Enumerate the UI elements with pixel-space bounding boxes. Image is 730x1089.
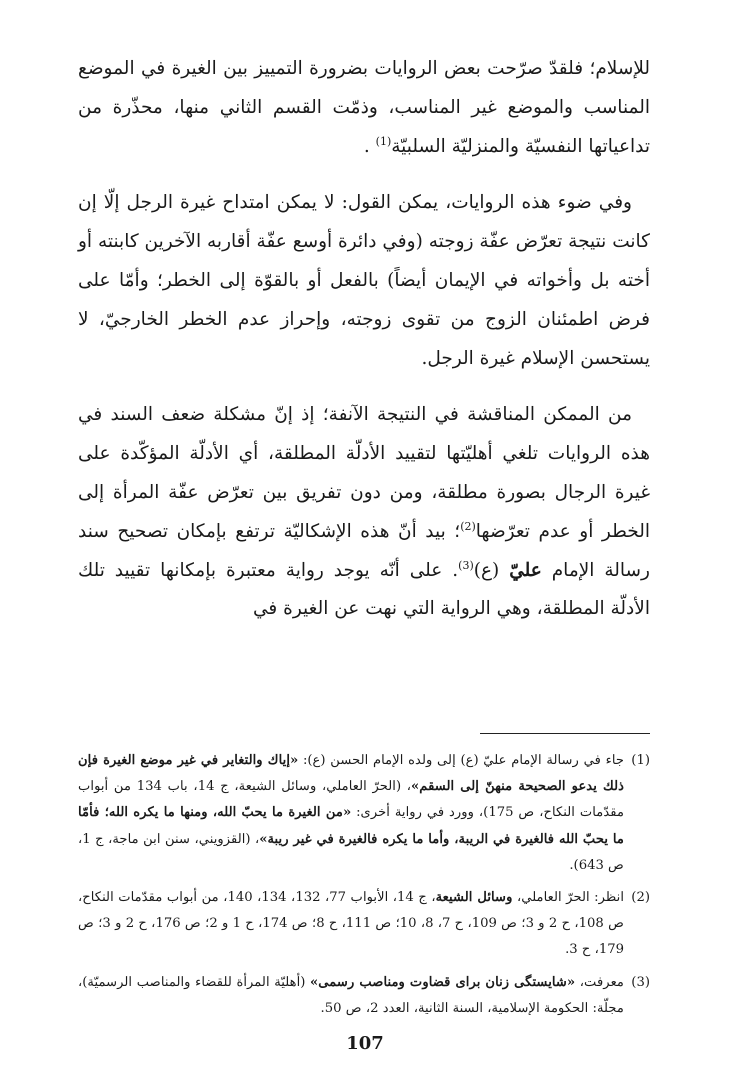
paragraph-1-end: . (363, 135, 370, 157)
footnotes-section (78, 748, 650, 1028)
footnote-text (78, 885, 624, 964)
paragraph-3-part-b: ؛ بيد أنّ هذه الإشكاليّة ترتفع بإمكان تصحيح سند رسالة الإمام (78, 520, 650, 581)
footnote-3-text-2: (أهليّة المرأة للقضاء والمناصب الرسميّة)، مجلّة: الحكومة الإسلامية، السنة الثانية، العدد 2، ص 50. (78, 974, 624, 1016)
footnote-2-book-title: وسائل الشيعة (435, 890, 513, 906)
paragraph-3-part-a: من الممكن المناقشة في النتيجة الآنفة؛ إذ إنّ مشكلة ضعف السند في هذه الروايات تلغي أهليّتها لتقييد الأدلّة المطلقة، أي الأدلّة المؤكّدة على غيرة الرجال بصورة مطلقة، ومن دون تفريق بين تعرّض عفّة المرأة إلى الخطر أو عدم تعرّضها (78, 404, 650, 542)
footnote-ref-2[interactable]: (2) (460, 519, 476, 533)
footnote-text (78, 970, 624, 1022)
footnote-divider (480, 733, 650, 734)
footnote-text (78, 748, 624, 879)
footnote-1-text-1: جاء في رسالة الإمام عليّ (ع) إلى ولده الإمام الحسن (ع): (298, 753, 625, 768)
paragraph-3 (78, 396, 650, 629)
footnote-1 (78, 748, 650, 879)
footnote-1-quote-2: «من الغيرة ما يحبّ الله، ومنها ما يكره الله؛ فأمّا ما يحبّ الله فالغيرة في الريبة، وأما ما يكره فالغيرة في غير ريبة» (78, 805, 624, 847)
footnote-3-text-1: معرفت، (575, 974, 624, 990)
footnote-ref-3[interactable]: (3) (458, 558, 474, 572)
footnote-ref-1[interactable]: (1) (375, 134, 392, 148)
footnote-1-quote-1: «إياك والتغاير في غير موضع الغيرة فإن ذلك يدعو الصحيحة منهنّ إلى السقم» (78, 753, 625, 795)
page-number: 107 (346, 1033, 384, 1054)
paragraph-2-text: وفي ضوء هذه الروايات، يمكن القول: لا يمكن امتداح غيرة الرجل إلّا إن كانت نتيجة تعرّض عفّة زوجته (وفي دائرة أوسع عفّة أقاربه الآخرين كابنته أو أخته بل وأخواته في الإيمان أيضاً) بالفعل أو بالقوّة إلى الخطر؛ وأمّا على فرض اطمئنان الزوج من تقوى زوجته، وإحراز عدم الخطر الخارجيّ، لا يستحسن الإسلام غيرة الرجل. (78, 192, 650, 369)
paragraph-2 (78, 184, 650, 378)
imam-ali-name: عليّ (509, 559, 542, 581)
footnote-number: (3) (631, 974, 650, 990)
paragraph-3-part-d: . على أنّه يوجد رواية معتبرة بإمكانها تقييد تلك الأدلّة المطلقة، وهي الرواية التي نهت عن الغيرة في (78, 559, 650, 620)
footnote-2-text-2: ، ج 14، الأبواب 77، 132، 134، 140، من أبواب مقدّمات النكاح، ص 108، ح 2 و 3؛ ص 109، ح 7، 8، 10؛ ص 111، ح 8؛ ص 174، ح 1 و 2؛ ص 176، ح 2 و 3؛ ص 179، ح 3. (78, 890, 625, 958)
footnote-1-text-3: ، (القزويني، سنن ابن ماجة، ج 1، ص 643). (78, 831, 624, 873)
footnote-number: (2) (631, 890, 650, 906)
footnote-2-text-1: انظر: الحرّ العاملي، (512, 890, 625, 906)
paragraph-3-part-c: (ع) (473, 559, 510, 581)
paragraph-1-text: للإسلام؛ فلقدّ صرّحت بعض الروايات بضرورة التمييز بين الغيرة في الموضع المناسب والموضع غير المناسب، وذمّت القسم الثاني منها، محذّرة من تداعياتها النفسيّة والمنزليّة السلبيّة (78, 58, 650, 157)
paragraph-1 (78, 50, 650, 166)
footnote-1-text-2: ، (الحرّ العاملي، وسائل الشيعة، ج 14، باب 134 من أبواب مقدّمات النكاح، ص 175)، وورد في رواية أخرى: (78, 779, 625, 821)
footnote-number: (1) (631, 753, 650, 768)
page-body (78, 50, 650, 1016)
footnote-3-article-title: «شايستگى زنان براى قضاوت ومناصب رسمى» (310, 974, 576, 990)
footnote-2 (78, 885, 650, 964)
footnote-3 (78, 970, 650, 1022)
